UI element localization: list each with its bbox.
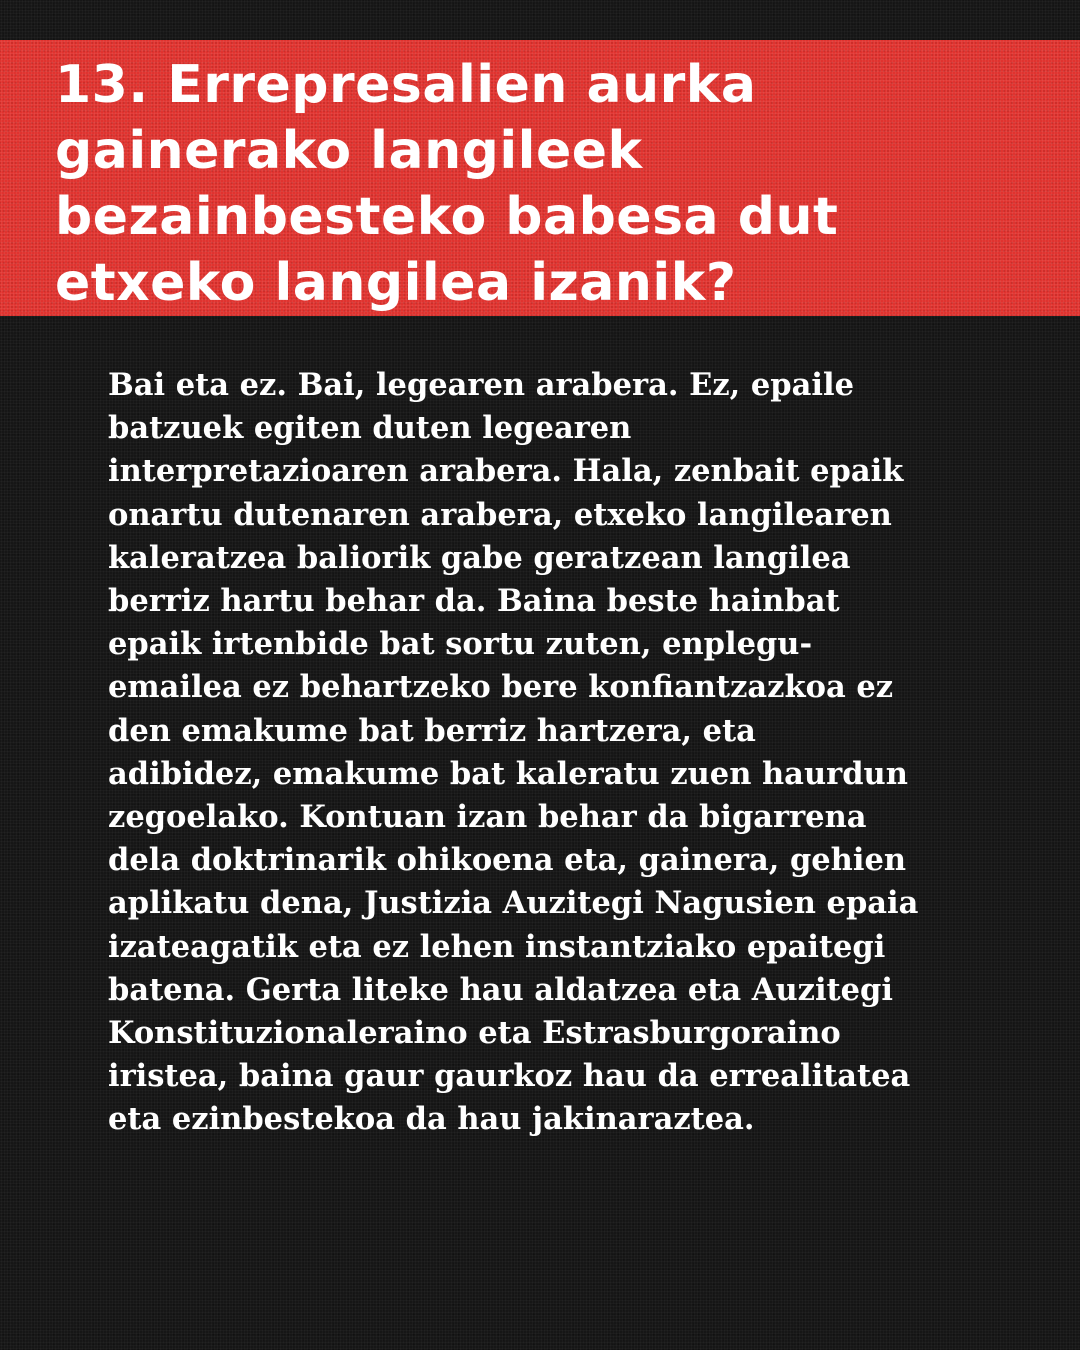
title-line: etxeko langilea izanik?: [55, 253, 737, 313]
title-line: 13. Errepresalien aurka: [55, 55, 757, 115]
body-line: dela doktrinarik ohikoena eta, gainera, gehien: [108, 842, 907, 879]
page-title: [55, 52, 1035, 316]
body-line: interpretazioaren arabera. Hala, zenbait epaik: [108, 453, 904, 490]
body-line: eta ezinbestekoa da hau jakinaraztea.: [108, 1101, 755, 1138]
body-line: batzuek egiten duten legearen: [108, 410, 632, 447]
body-line: batena. Gerta liteke hau aldatzea eta Auzitegi: [108, 971, 893, 1008]
body-paragraph: [108, 364, 1008, 1142]
body-line: zegoelako. Kontuan izan behar da bigarrena: [108, 799, 867, 836]
body-line: aplikatu dena, Justizia Auzitegi Nagusien epaia: [108, 885, 919, 922]
title-line: bezainbesteko babesa dut: [55, 187, 839, 247]
body-line: epaik irtenbide bat sortu zuten, enplegu-: [108, 626, 813, 663]
body-line: izateagatik eta ez lehen instantziako epaitegi: [108, 928, 886, 965]
body-line: Bai eta ez. Bai, legearen arabera. Ez, epaile: [108, 367, 854, 403]
body-line: emailea ez behartzeko bere konfiantzazkoa ez: [108, 669, 894, 706]
body-line: berriz hartu behar da. Baina beste hainbat: [108, 583, 840, 620]
body-line: iristea, baina gaur gaurkoz hau da errealitatea: [108, 1058, 911, 1095]
body-line: kaleratzea baliorik gabe geratzean langilea: [108, 539, 851, 576]
body-line: adibidez, emakume bat kaleratu zuen haurdun: [108, 755, 908, 792]
body-line: Konstituzionaleraino eta Estrasburgoraino: [108, 1015, 841, 1052]
title-line: gainerako langileek: [55, 121, 643, 181]
body-line: onartu dutenaren arabera, etxeko langilearen: [108, 496, 892, 533]
body-line: den emakume bat berriz hartzera, eta: [108, 712, 756, 749]
